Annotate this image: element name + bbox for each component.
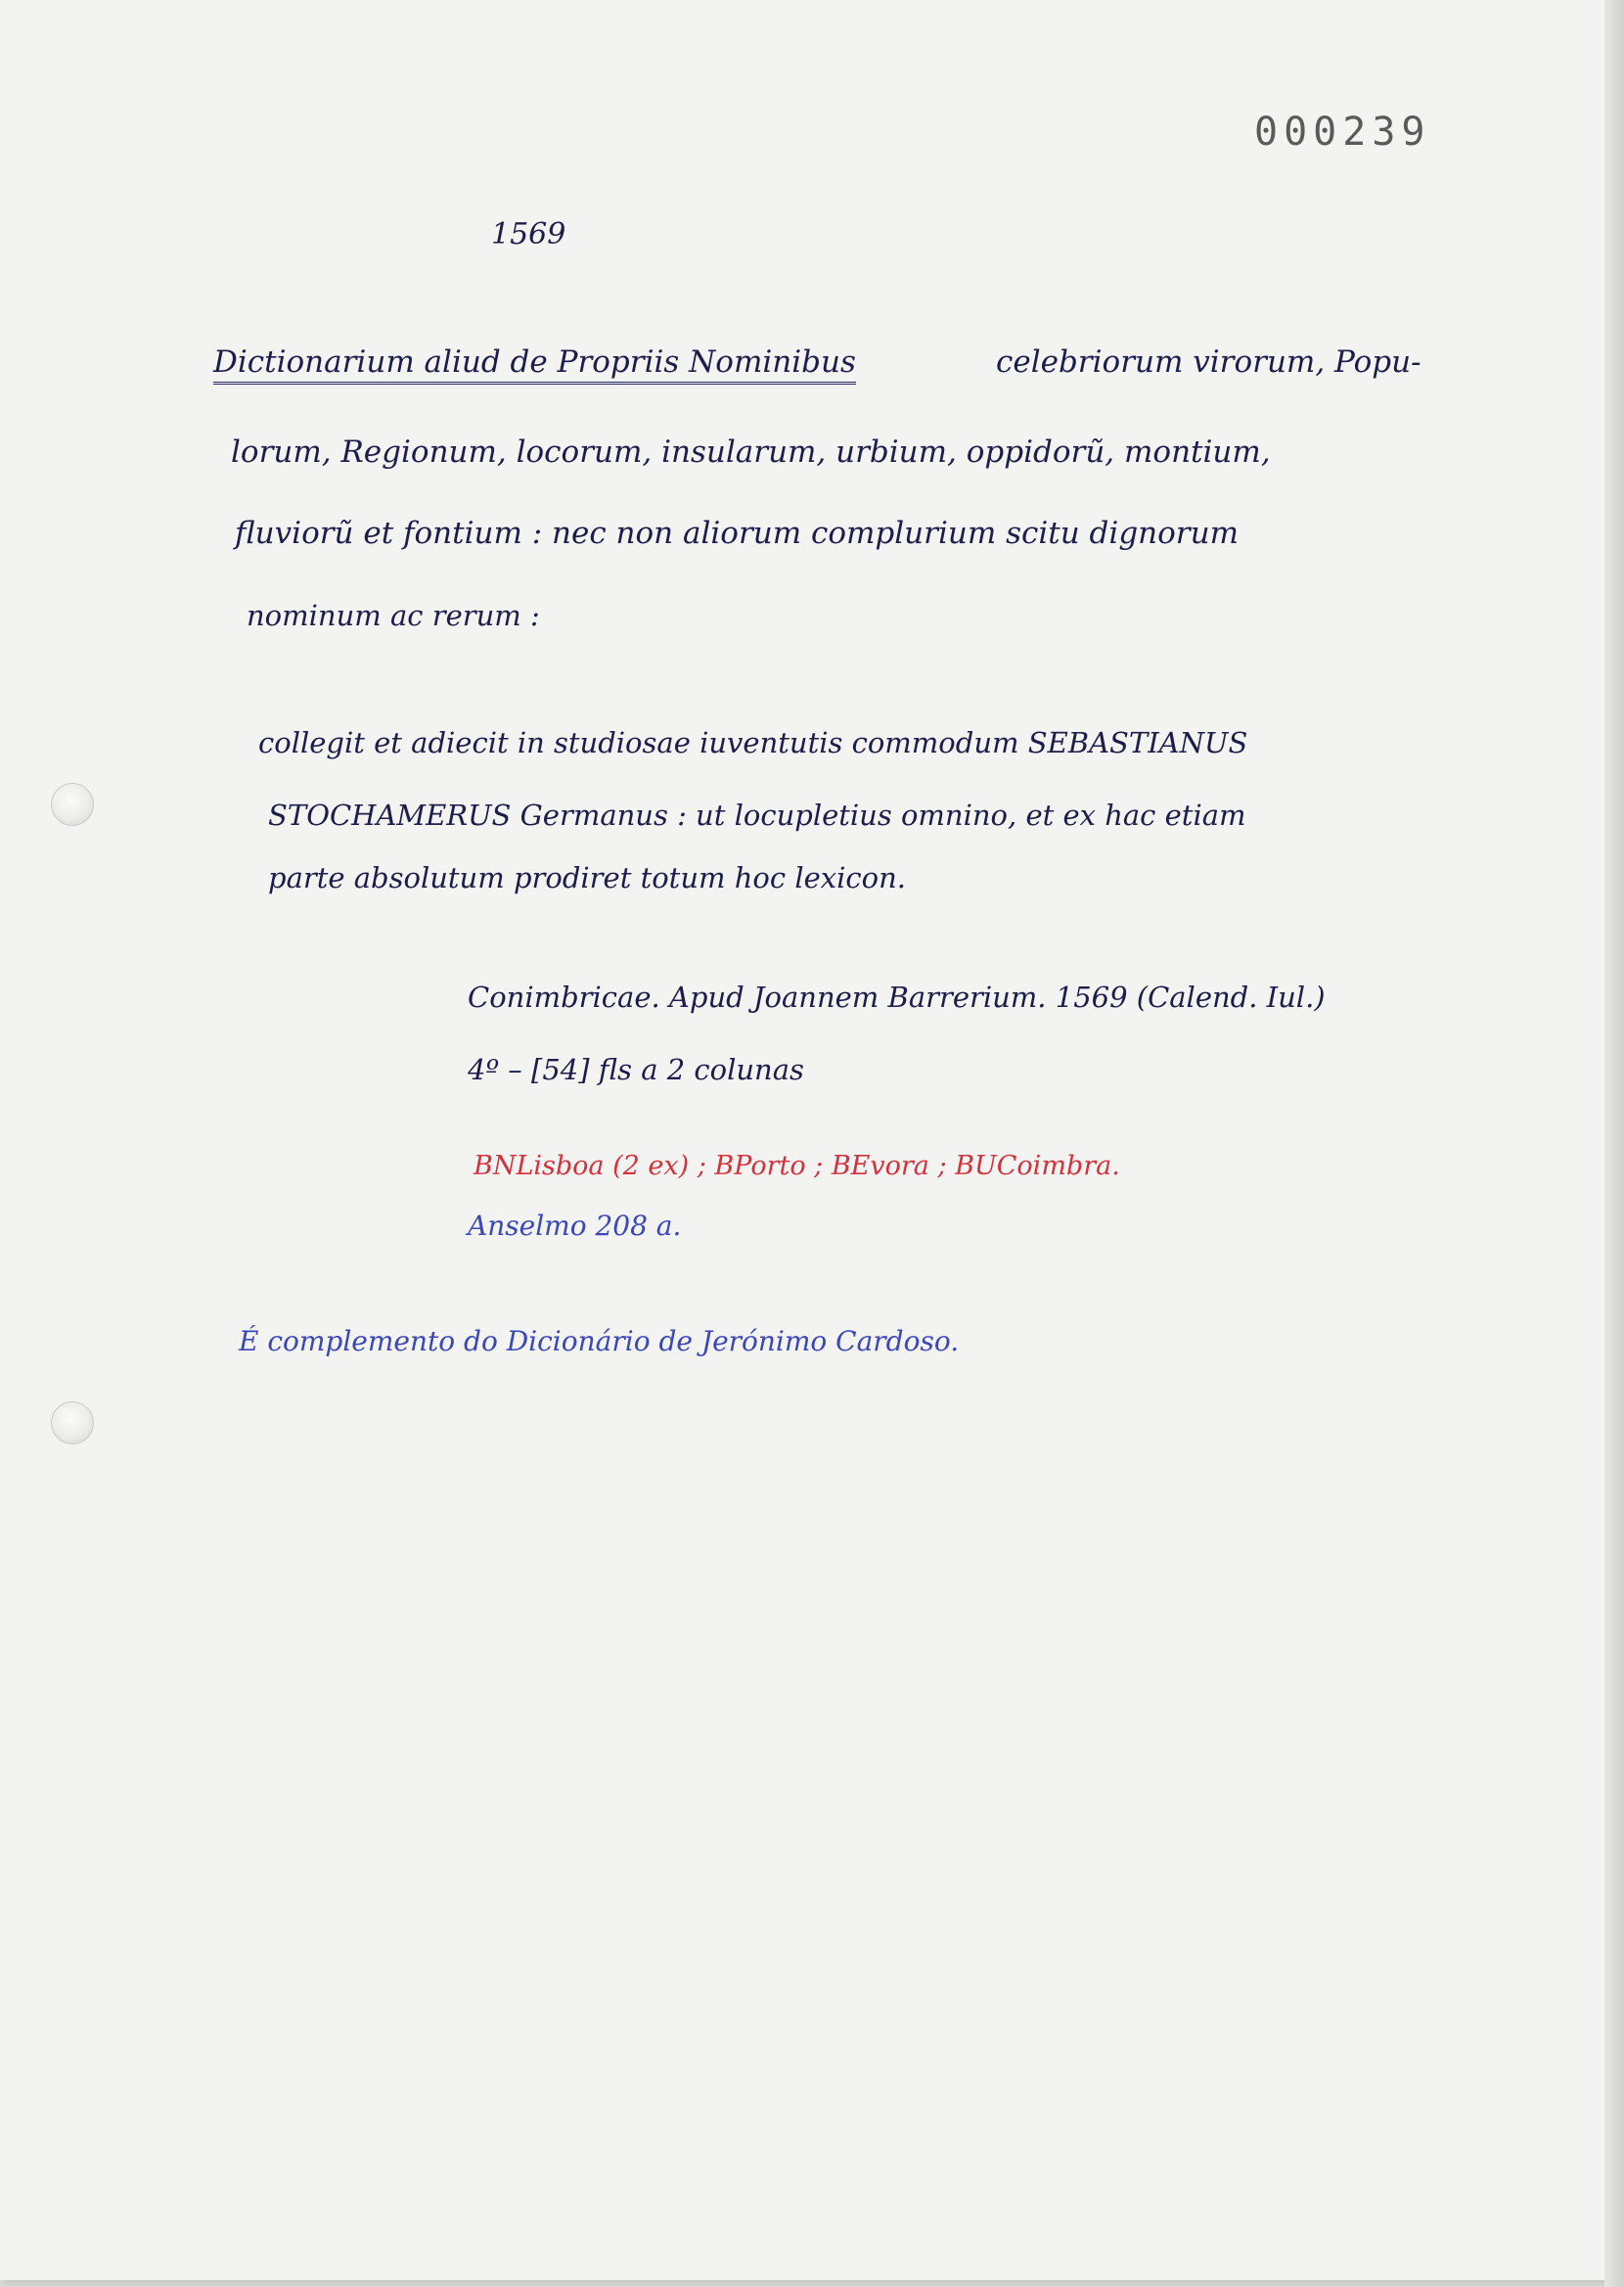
complement-note: É complemento do Dicionário de Jerónimo Cardoso. [239, 1325, 960, 1357]
title-continuation: celebriorum virorum, Popu- [996, 344, 1421, 380]
author-line-2: STOCHAMERUS Germanus : ut locupletius omnino, et ex hac etiam [268, 799, 1246, 832]
title-line-4: nominum ac rerum : [247, 599, 540, 632]
collation-line: 4º – [54] fls a 2 colunas [468, 1053, 804, 1086]
year-heading: 1569 [491, 217, 566, 252]
punch-hole [51, 1401, 94, 1444]
punch-hole [51, 783, 94, 826]
reference-note: Anselmo 208 a. [468, 1210, 682, 1242]
title-line-3: fluviorũ et fontium : nec non aliorum complurium scitu dignorum [235, 516, 1239, 551]
author-line-1: collegit et adiecit in studiosae iuventutis commodum SEBASTIANUS [258, 726, 1248, 759]
author-line-3: parte absolutum prodiret totum hoc lexicon. [268, 861, 906, 894]
title-line-2: lorum, Regionum, locorum, insularum, urbium, oppidorũ, montium, [231, 435, 1271, 470]
stamp-number: 000239 [1254, 110, 1431, 155]
holdings-note: BNLisboa (2 ex) ; BPorto ; BEvora ; BUCoimbra. [474, 1151, 1120, 1181]
title-underlined: Dictionarium aliud de Propriis Nominibus [213, 344, 856, 385]
page-edge [1604, 0, 1624, 2287]
imprint-line: Conimbricae. Apud Joannem Barrerium. 1569 (Calend. Iul.) [468, 981, 1326, 1014]
